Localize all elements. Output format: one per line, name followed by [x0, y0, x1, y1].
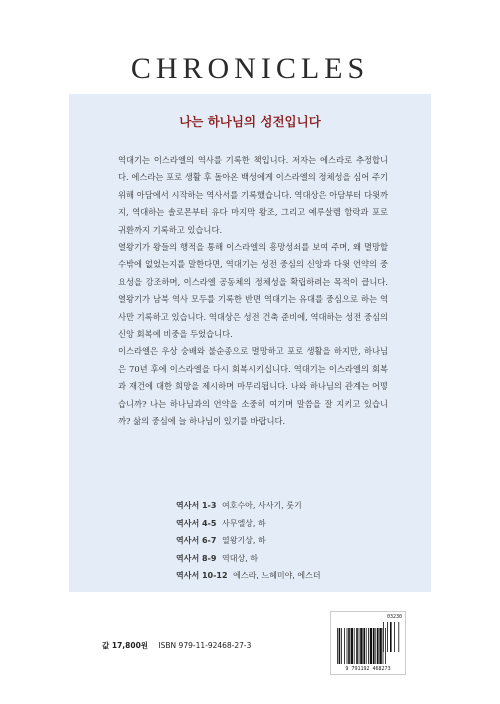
addon-bar	[398, 622, 399, 652]
series-list	[176, 497, 416, 585]
description	[118, 152, 388, 431]
series-label: 역사서 4-5	[176, 518, 217, 528]
barcode-bar	[339, 628, 341, 664]
barcode-bar	[383, 628, 384, 664]
barcode-icon	[331, 612, 405, 674]
series-item	[176, 497, 416, 515]
series-titles: 사무엘상, 하	[221, 518, 266, 528]
barcode-bar	[341, 628, 342, 664]
series-titles: 여호수아, 사사기, 룻기	[221, 501, 302, 510]
barcode-bar	[359, 628, 360, 664]
addon-code: 03230	[386, 614, 402, 620]
barcode-bar	[351, 628, 353, 664]
series-item	[176, 515, 416, 533]
paragraph-1: 역대기는 이스라엘의 역사를 기록한 책입니다. 저자는 에스라로 추정합니다. 에스라는 포로 생활 후 돌아온 백성에게 이스라엘의 정체성을 심어 주기 위해 아담에서 시작하는 역사서를 기록했습니다. 역대상은 아담부터 다윗까지, 역대하는 솔로몬부터 유다 마지막 왕조, 그리고 예루살렘 함락과 포로 귀환까지 기록하고 있습니다.	[118, 155, 388, 235]
barcode-bar	[368, 628, 369, 664]
barcode-bar	[337, 628, 338, 664]
addon-bar	[394, 622, 395, 652]
series-label: 역사서 1-3	[176, 501, 217, 510]
barcode-bar	[347, 628, 348, 664]
series-item	[176, 567, 416, 585]
barcode-bar	[356, 628, 358, 664]
barcode	[330, 611, 406, 675]
series-label: 역사서 10-12	[176, 571, 228, 580]
series-label: 역사서 6-7	[176, 536, 217, 545]
price-line	[102, 640, 251, 651]
book-title: CHRONICLES	[130, 52, 370, 85]
barcode-bar	[348, 628, 350, 664]
barcode-bar	[373, 628, 375, 664]
subtitle: 나는 하나님의 성전입니다	[179, 114, 321, 129]
barcode-bar	[363, 628, 365, 664]
paragraph-3: 이스라엘은 우상 숭배와 불순종으로 멸망하고 포로 생활을 하지만, 하나님은 70년 후에 이스라엘을 다시 회복시키십니다. 역대기는 이스라엘의 회복과 재건에 대한 희망을 제시하며 마무리됩니다. 나와 하나님의 관계는 어떻습니까? 나는 하나님과의 언약을 소중히 여기며 말씀을 잘 지키고 있습니까? 삶의 중심에 늘 하나님이 있기를 바랍니다.	[118, 346, 388, 427]
price: 값 17,800원	[102, 641, 149, 650]
series-titles: 에스라, 느헤미야, 에스더	[233, 571, 321, 580]
barcode-bar	[379, 628, 381, 664]
series-titles: 역대상, 하	[221, 553, 258, 563]
series-titles: 열왕기상, 하	[221, 536, 266, 545]
barcode-bar	[344, 628, 345, 664]
barcode-bar	[385, 628, 386, 664]
isbn: ISBN 979-11-92468-27-3	[158, 641, 252, 650]
barcode-bar	[375, 628, 376, 664]
barcode-bar	[354, 628, 355, 664]
barcode-bar	[360, 628, 362, 664]
barcode-bar	[377, 628, 379, 664]
paragraph-2: 열왕기가 왕들의 행적을 통해 이스라엘의 흥망성쇠를 보여 주며, 왜 멸망할 수밖에 없었는지를 말한다면, 역대기는 성전 중심의 신앙과 다윗 언약의 중요성을 강조하며, 이스라엘 공동체의 정체성을 확립하려는 목적이 큽니다. 열왕기가 남북 역사 모두를 기록한 반면 역대기는 유대를 중심으로 하는 역사만 기록하고 있습니다. 역대상은 성전 건축 준비에, 역대하는 성전 중심의 신앙 회복에 비중을 두었습니다.	[118, 242, 388, 340]
addon-bar	[387, 622, 388, 652]
barcode-bar	[366, 628, 367, 664]
addon-bar	[390, 622, 392, 652]
series-item	[176, 550, 416, 568]
barcode-digits: 9 791192 468273	[345, 666, 391, 672]
barcode-bar	[370, 628, 372, 664]
series-item	[176, 532, 416, 550]
series-label: 역사서 8-9	[176, 553, 217, 563]
